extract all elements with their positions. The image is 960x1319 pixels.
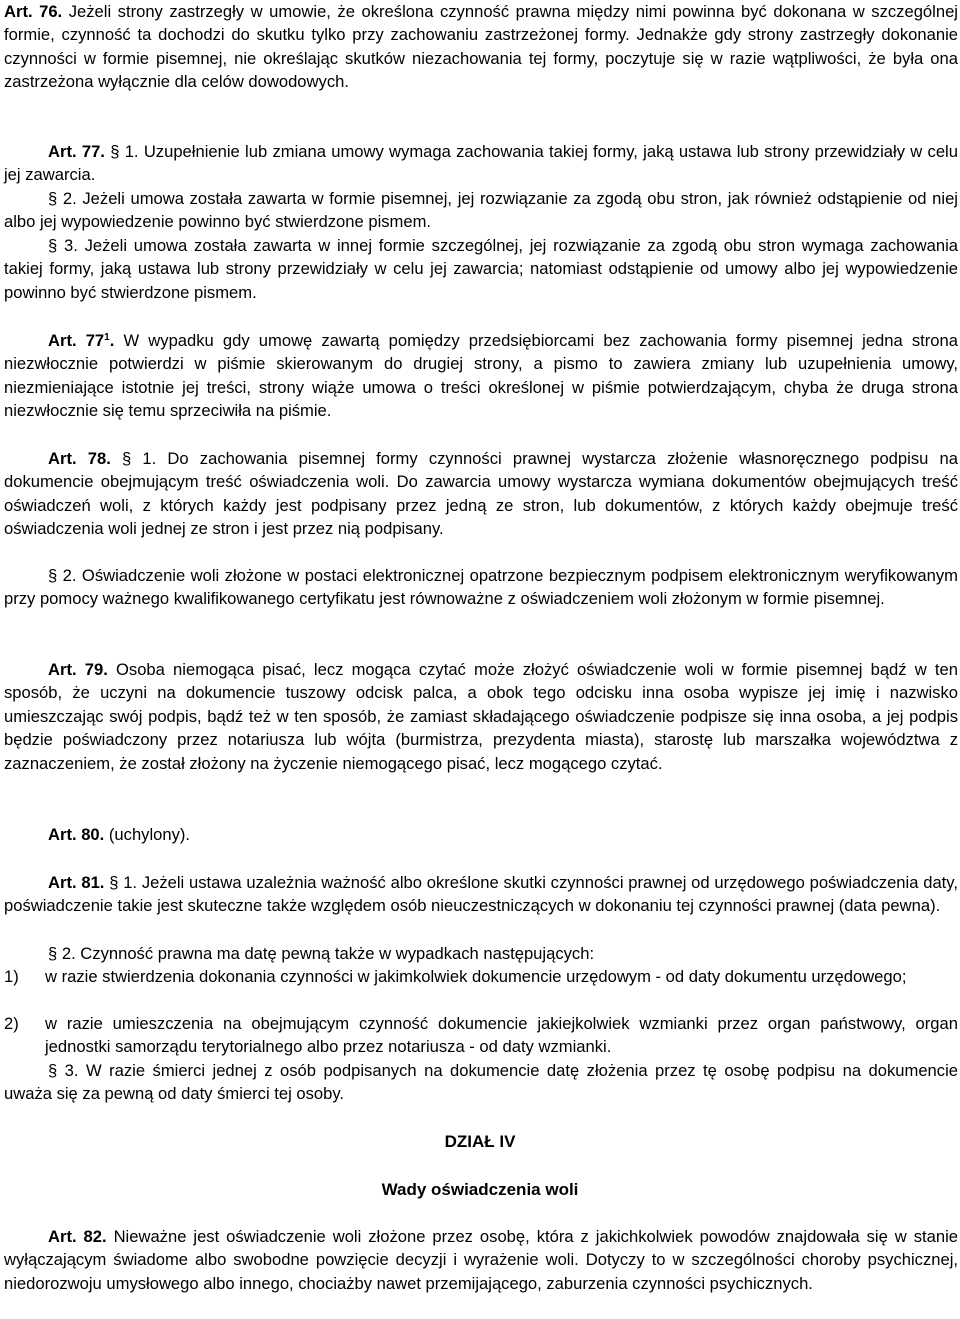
art-77-p1-text: § 1. Uzupełnienie lub zmiana umowy wymaga zachowania takiej formy, jaką ustawa lub strony przewidziały w celu jej zawarcia. (4, 142, 958, 185)
art-76-label: Art. 76. (4, 2, 63, 21)
art-77-1 (4, 329, 958, 423)
art-77-p2 (4, 187, 958, 234)
art-81-p3-text: § 3. W razie śmierci jednej z osób podpisanych na dokumencie datę złożenia przez tę osobę podpisu na dokumencie uważa się za pewną od daty śmierci tej osoby. (4, 1061, 958, 1104)
art-82 (4, 1225, 958, 1295)
art-77-p1 (4, 140, 958, 187)
art-81-p1 (4, 871, 958, 918)
art-77-p3 (4, 234, 958, 304)
art-81-p2-text: § 2. Czynność prawna ma datę pewną także w wypadkach następujących: (48, 944, 595, 963)
art-76 (4, 0, 958, 94)
art-77-p2-text: § 2. Jeżeli umowa została zawarta w formie pisemnej, jej rozwiązanie za zgodą obu stron, jak również odstąpienie od niej albo jej wypowiedzenie powinno być stwierdzone pismem. (4, 189, 958, 232)
art-80-text: (uchylony). (108, 825, 191, 844)
art-78-p2-text: § 2. Oświadczenie woli złożone w postaci elektronicznej opatrzone bezpiecznym podpisem elektronicznym weryfikowanym przy pomocy ważnego kwalifikowanego certyfikatu jest równoważne z oświadczeniem woli złożonym w formie pisemnej. (4, 566, 958, 609)
art-77-1-label: Art. $77^1$. (48, 331, 115, 350)
art-78-p2 (4, 564, 958, 611)
list-item (4, 965, 958, 988)
art-80-label: Art. 80. (48, 825, 105, 844)
division-title: DZIAŁ IV (444, 1132, 516, 1151)
art-78-p1 (4, 447, 958, 541)
art-77-p3-text: § 3. Jeżeli umowa została zawarta w innej formie szczególnej, jej rozwiązanie za zgodą obu stron wymaga zachowania takiej formy, jaką ustawa lub strony przewidziały w celu jej zawarcia; natomiast odstąpienie od umowy albo jej wypowiedzenie powinno być stwierdzone pismem. (4, 236, 958, 302)
art-79-label: Art. 79. (48, 660, 108, 679)
art-76-text: Jeżeli strony zastrzegły w umowie, że określona czynność prawna między nimi powinna być dokonana w szczególnej formie, czynność ta dochodzi do skutku tylko przy zachowaniu zastrzeżonej formy. Jednakże gdy strony zastrzegły dokonanie czynności w formie pisemnej, nie określając skutków niezachowania tej formy, poczytuje się w razie wątpliwości, że była ona zastrzeżona wyłącznie dla celów dowodowych. (4, 2, 958, 92)
art-77-1-text: W wypadku gdy umowę zawartą pomiędzy przedsiębiorcami bez zachowania formy pisemnej jedna strona niezwłocznie potwierdzi w piśmie skierowanym do drugiej strony, a pismo to zawiera zmiany lub uzupełnienia umowy, niezmieniające istotnie jej treści, strony wiąże umowa o treści określonej w piśmie potwierdzającym, chyba że druga strona niezwłocznie się temu sprzeciwiła na piśmie. (4, 331, 958, 421)
art-81-p1-text: § 1. Jeżeli ustawa uzależnia ważność albo określone skutki czynności prawnej od urzędowego poświadczenia daty, poświadczenie takie jest skuteczne także względem osób nieuczestniczących w dokonaniu tej czynności prawnej (data pewna). (4, 873, 958, 916)
list-item-text: w razie stwierdzenia dokonania czynności w jakimkolwiek dokumencie urzędowym - od daty dokumentu urzędowego; (45, 967, 907, 986)
list-item-number: 2) (4, 1014, 19, 1033)
art-81-p3 (4, 1059, 958, 1106)
art-79 (4, 658, 958, 775)
art-78-p1-text: § 1. Do zachowania pisemnej formy czynności prawnej wystarcza złożenie własnoręcznego podpisu na dokumencie obejmującym treść oświadczenia woli. Do zawarcia umowy wystarcza wymiana dokumentów obejmujących treść oświadczeń woli, z których każdy jest podpisany przez jedną ze stron, lub dokumentów, z których każdy obejmuje treść oświadczenia woli jednej ze stron i jest przez nią podpisany. (4, 449, 958, 539)
art-79-text: Osoba niemogąca pisać, lecz mogąca czytać może złożyć oświadczenie woli w formie pisemnej bądź w ten sposób, że uczyni na dokumencie tuszowy odcisk palca, a obok tego odcisku inna osoba wypisze jej imię i nazwisko umieszczając swój podpis, bądź też w ten sposób, że zamiast składającego oświadczenie podpisze się inna osoba, a jej podpis będzie poświadczony przez notariusza lub wójta (burmistrza, prezydenta miasta), starostę lub marszałka województwa z zaznaczeniem, że został złożony na życzenie niemogącego pisać, lecz mogącego czytać. (4, 660, 958, 773)
art-80 (4, 823, 958, 846)
art-78-label: Art. 78. (48, 449, 111, 468)
list-item-number: 1) (4, 967, 19, 986)
list-item-text: w razie umieszczenia na obejmującym czynność dokumencie jakiejkolwiek wzmianki przez organ państwowy, organ jednostki samorządu terytorialnego albo przez notariusza - od daty wzmianki. (45, 1014, 958, 1057)
division-subtitle: Wady oświadczenia woli (381, 1180, 579, 1199)
art-81-label: Art. 81. (48, 873, 105, 892)
art-81-p2 (4, 942, 958, 965)
list-item (4, 1012, 958, 1059)
art-77-label: Art. 77. (48, 142, 105, 161)
art-82-label: Art. 82. (48, 1227, 107, 1246)
art-82-text: Nieważne jest oświadczenie woli złożone przez osobę, która z jakichkolwiek powodów znajdowała się w stanie wyłączającym świadome albo swobodne powzięcie decyzji i wyrażenie woli. Dotyczy to w szczególności choroby psychicznej, niedorozwoju umysłowego albo innego, chociażby nawet przemijającego, zaburzenia czynności psychicznych. (4, 1227, 958, 1293)
